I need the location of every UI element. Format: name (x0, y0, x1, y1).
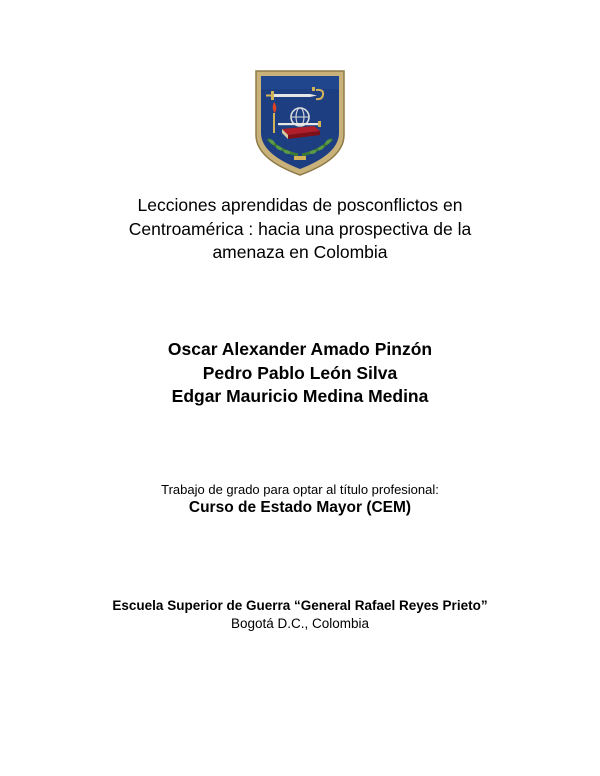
degree-title: Curso de Estado Mayor (CEM) (188, 499, 412, 516)
author-list (0, 338, 600, 409)
author-name: Edgar Mauricio Medina Medina (171, 386, 429, 406)
author-name: Pedro Pablo León Silva (202, 362, 398, 383)
title-line: amenaza en Colombia (212, 242, 388, 262)
document-title (0, 194, 600, 265)
institution-name: Escuela Superior de Guerra “General Rafael Reyes Prieto” (112, 598, 488, 613)
degree-intro-text: Trabajo de grado para optar al título profesional: (161, 482, 439, 497)
author-name: Oscar Alexander Amado Pinzón (167, 339, 433, 359)
title-line: Lecciones aprendidas de posconflictos en (137, 195, 463, 215)
military-school-crest-icon (254, 69, 346, 177)
title-line: Centroamérica : hacia una prospectiva de la (128, 218, 472, 239)
location-text: Bogotá D.C., Colombia (230, 616, 370, 631)
